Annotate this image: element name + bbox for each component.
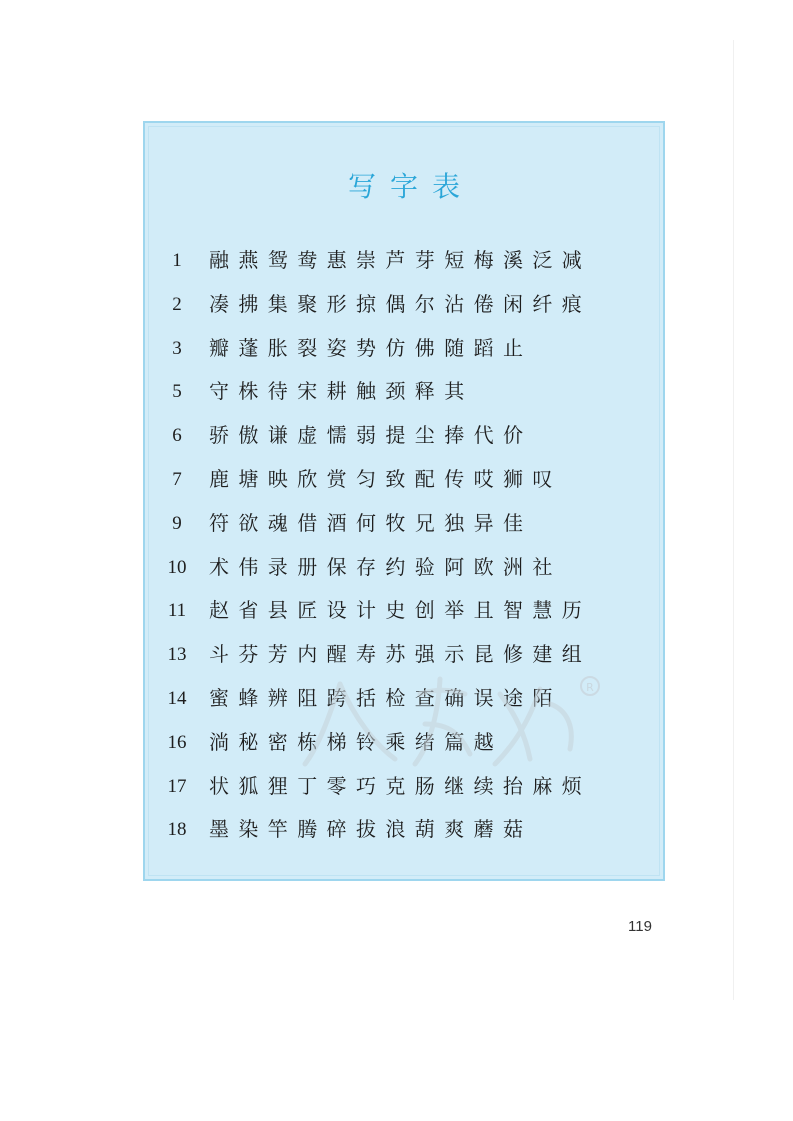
lesson-number: 13 — [167, 644, 187, 666]
character-list: 术伟录册保存约验阿欧洲社 — [209, 554, 562, 579]
lesson-number: 5 — [172, 381, 182, 403]
page-edge-line — [733, 40, 734, 1000]
character-rows — [145, 239, 663, 852]
table-row — [145, 283, 663, 327]
lesson-number: 1 — [172, 250, 182, 271]
lesson-number: 18 — [167, 819, 187, 841]
character-list: 淌秘密栋梯铃乘绪篇越 — [209, 729, 503, 754]
character-list: 墨染竿腾碎拔浪葫爽蘑菇 — [209, 817, 533, 842]
table-row — [145, 633, 663, 677]
lesson-number: 9 — [172, 512, 182, 534]
character-list: 蜜蜂辨阻跨括检查确误途陌 — [209, 685, 562, 710]
character-list: 凑拂集聚形掠偶尔沾倦闲纤痕 — [209, 291, 592, 316]
character-list: 符欲魂借酒何牧兄独异佳 — [209, 510, 533, 535]
lesson-number: 7 — [172, 468, 182, 490]
character-table-panel — [143, 121, 665, 881]
svg-text:R: R — [586, 681, 594, 694]
character-list: 鹿塘映欣赏匀致配传哎狮叹 — [209, 466, 562, 491]
table-row — [145, 546, 663, 590]
table-row — [145, 721, 663, 765]
table-row — [145, 239, 663, 283]
lesson-number: 14 — [167, 687, 187, 709]
table-row — [145, 677, 663, 721]
table-row — [145, 808, 663, 852]
lesson-number: 16 — [167, 731, 187, 753]
table-row — [145, 327, 663, 371]
character-list: 赵省县匠设计史创举且智慧历 — [209, 598, 592, 623]
lesson-number: 6 — [172, 425, 182, 447]
table-row — [145, 458, 663, 502]
character-list: 守株待宋耕触颈释其 — [209, 379, 474, 404]
table-row — [145, 414, 663, 458]
lesson-number: 3 — [172, 337, 182, 359]
character-list: 瓣蓬胀裂姿势仿佛随蹈止 — [209, 335, 533, 360]
lesson-number: 10 — [167, 556, 187, 578]
page-number: 119 — [628, 918, 652, 935]
lesson-number: 11 — [167, 600, 187, 622]
table-row — [145, 502, 663, 546]
table-row — [145, 370, 663, 414]
lesson-number: 17 — [167, 775, 187, 797]
character-list: 融燕鸳鸯惠崇芦芽短梅溪泛减 — [209, 248, 592, 272]
character-list: 斗芬芳内醒寿苏强示昆修建组 — [209, 642, 592, 667]
character-list: 状狐狸丁零巧克肠继续抬麻烦 — [209, 773, 592, 798]
character-list: 骄傲谦虚懦弱提尘捧代价 — [209, 423, 533, 448]
lesson-number: 2 — [172, 293, 182, 315]
table-row — [145, 589, 663, 633]
table-row — [145, 765, 663, 809]
page-title: 写字表 — [347, 170, 474, 203]
